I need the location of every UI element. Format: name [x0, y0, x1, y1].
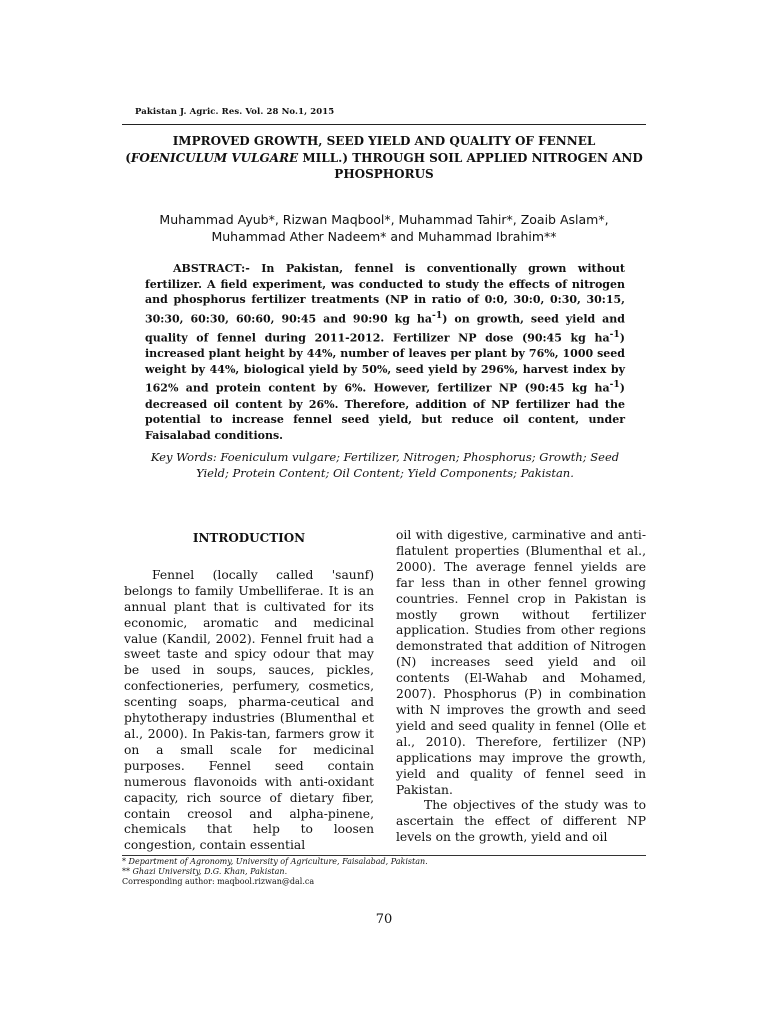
unit-superscript: -1: [609, 379, 620, 391]
author-list: Muhammad Ayub*, Rizwan Maqbool*, Muhammad Tahir*, Zoaib Aslam*, Muhammad Ather Nadeem* and Muhammad Ibrahim**: [159, 212, 609, 244]
abstract-text-2: ) on growth, seed yield and quality of fennel during 2011-2012. Fertilizer NP dose (90:45 kg ha: [145, 312, 625, 345]
page-number: 70: [375, 912, 393, 927]
title-part-1: IMPROVED GROWTH, SEED YIELD AND QUALITY OF FENNEL (: [125, 134, 596, 165]
footnote-rule: [122, 855, 646, 856]
article-title: [122, 133, 646, 183]
unit-superscript: -1: [609, 329, 620, 341]
abstract-text-1: ABSTRACT:- In Pakistan, fennel is conventionally grown without fertilizer. A field experiment, was conducted to study the effects of nitrogen and phosphorus fertilizer treatments (NP in ratio of 0:0, 30:0, 0:30, 30:15, 30:30, 60:30, 60:60, 90:45 and 90:90 kg ha: [145, 262, 625, 326]
title-part-2: MILL.) THROUGH SOIL APPLIED NITROGEN AND PHOSPHORUS: [298, 150, 643, 181]
abstract-text-3: ) increased plant height by 44%, number of leaves per plant by 76%, 1000 seed weight by 44%, biological yield by 50%, seed yield by 296%, harvest index by 162% and protein content by 6%. However, fertilizer NP (90:45 kg ha: [145, 331, 625, 396]
journal-header: Pakistan J. Agric. Res. Vol. 28 No.1, 2015: [135, 107, 335, 117]
abstract: [145, 261, 625, 444]
title-species: FOENICULUM VULGARE: [130, 150, 299, 165]
footnote-affiliation-2: ** Ghazi University, D.G. Khan, Pakistan.: [122, 867, 288, 876]
intro-paragraph-2: oil with digestive, carminative and anti-flatulent properties (Blumenthal et al., 2000). The average fennel yields are far less than in other fennel growing countries. Fennel crop in Pakistan is mostly grown without fertilizer application. Studies from other regions demonstrated that addition of Nitrogen (N) increases seed yield and oil contents (El-Wahab and Mohamed, 2007). Phosphorus (P) in combination with N improves the growth and seed yield and seed quality in fennel (Olle et al., 2010). Therefore, fertilizer (NP) applications may improve the growth, yield and quality of fennel seed in Pakistan.: [396, 528, 646, 797]
intro-paragraph-1: Fennel (locally called 'saunf) belongs to family Umbelliferae. It is an annual plant that is cultivated for its economic, aromatic and medicinal value (Kandil, 2002). Fennel fruit had a sweet taste and spicy odour that may be used in soups, sauces, pickles, confectioneries, perfumery, cosmetics, scenting soaps, pharma-ceutical and phytotherapy industries (Blumenthal et al., 2000). In Pakis-tan, farmers grow it on a small scale for medicinal purposes. Fennel seed contain numerous flavonoids with anti-oxidant capacity, rich source of dietary fiber, contain creosol and alpha-pinene, chemicals that help to loosen congestion, contain essential: [124, 567, 374, 853]
intro-paragraph-3: The objectives of the study was to ascertain the effect of different NP levels on the growth, yield and oil: [396, 798, 646, 845]
right-column: [396, 528, 646, 846]
left-column: [124, 528, 374, 854]
unit-superscript: -1: [432, 309, 443, 321]
corresponding-author: Corresponding author: maqbool.rizwan@dal.ca: [122, 877, 315, 886]
footnotes: [122, 857, 646, 887]
keywords: Key Words: Foeniculum vulgare; Fertilizer, Nitrogen; Phosphorus; Growth; Seed Yield; Protein Content; Oil Content; Yield Components; Pakistan.: [150, 450, 620, 480]
footnote-affiliation-1: * Department of Agronomy, University of Agriculture, Faisalabad, Pakistan.: [122, 857, 428, 866]
abstract-paragraph: [145, 261, 625, 444]
abstract-text-4: ) decreased oil content by 26%. Therefore, addition of NP fertilizer had the potential to increase fennel seed yield, but reduce oil content, under Faisalabad conditions.: [145, 382, 625, 442]
section-heading: INTRODUCTION: [192, 531, 306, 545]
header-rule: [122, 124, 646, 125]
